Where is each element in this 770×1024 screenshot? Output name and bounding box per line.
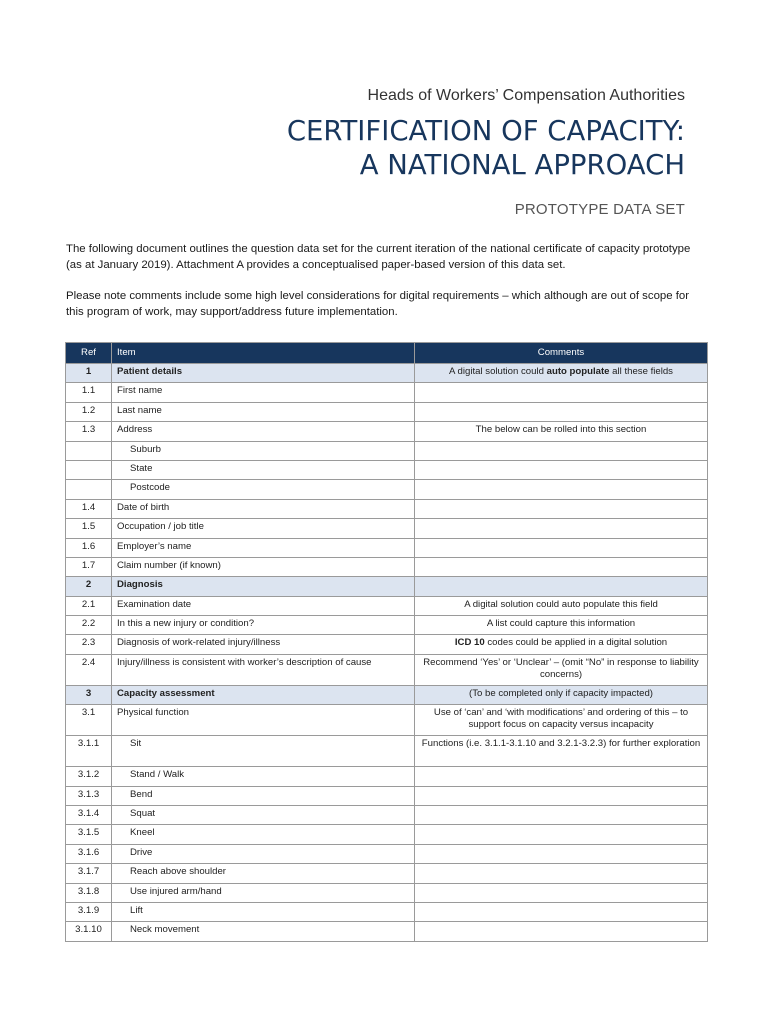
comment-cell xyxy=(415,922,708,941)
table-row xyxy=(66,596,708,615)
table-row xyxy=(66,902,708,921)
ref-cell: 2 xyxy=(66,577,112,596)
ref-cell xyxy=(66,480,112,499)
header-item: Item xyxy=(112,343,415,364)
comment-cell: Functions (i.e. 3.1.1-3.1.10 and 3.2.1-3.2.3) for further exploration xyxy=(415,736,708,767)
comment-cell xyxy=(415,460,708,479)
ref-cell: 1.2 xyxy=(66,402,112,421)
item-cell: Stand / Walk xyxy=(112,767,415,786)
item-cell: Use injured arm/hand xyxy=(112,883,415,902)
comment-cell xyxy=(415,364,708,383)
comment-cell xyxy=(415,806,708,825)
intro-paragraph-1: The following document outlines the question data set for the current iteration of the national certificate of capacity prototype (as at January 2019). Attachment A provides a conceptualised paper-based version of this data set. xyxy=(66,243,691,271)
ref-cell: 3.1.10 xyxy=(66,922,112,941)
item-cell: Kneel xyxy=(112,825,415,844)
table-row xyxy=(66,441,708,460)
item-cell: Sit xyxy=(112,736,415,767)
table-row xyxy=(66,519,708,538)
intro-paragraph-2: Please note comments include some high level considerations for digital requirements – which although are out of scope for this program of work, may support/address future implementation. xyxy=(66,290,690,318)
table-row xyxy=(66,705,708,736)
section-row xyxy=(66,685,708,704)
table-row xyxy=(66,616,708,635)
data-set-table xyxy=(65,342,708,942)
ref-cell: 3.1.3 xyxy=(66,786,112,805)
comment-cell xyxy=(415,441,708,460)
ref-cell: 1.3 xyxy=(66,422,112,441)
comment-cell xyxy=(415,480,708,499)
ref-cell xyxy=(66,460,112,479)
item-cell: First name xyxy=(112,383,415,402)
item-cell: Occupation / job title xyxy=(112,519,415,538)
item-cell: Squat xyxy=(112,806,415,825)
comment-cell xyxy=(415,786,708,805)
comment-text: all these fields xyxy=(609,366,673,377)
item-cell: Reach above shoulder xyxy=(112,864,415,883)
ref-cell: 1.4 xyxy=(66,499,112,518)
comment-cell xyxy=(415,557,708,576)
comment-cell: (To be completed only if capacity impacted) xyxy=(415,685,708,704)
table-row xyxy=(66,654,708,685)
comment-cell xyxy=(415,844,708,863)
organisation-name: Heads of Workers’ Compensation Authorities xyxy=(367,87,685,104)
comment-text: A digital solution could xyxy=(449,366,547,377)
ref-cell: 3 xyxy=(66,685,112,704)
table-row xyxy=(66,786,708,805)
ref-cell: 2.1 xyxy=(66,596,112,615)
item-cell: Bend xyxy=(112,786,415,805)
title-line-1: CERTIFICATION OF CAPACITY: xyxy=(286,115,685,147)
item-cell: Diagnosis of work-related injury/illness xyxy=(112,635,415,654)
comment-cell: Use of ‘can’ and ‘with modifications’ and ordering of this – to support focus on capacity versus incapacity xyxy=(415,705,708,736)
comment-cell xyxy=(415,519,708,538)
table-body xyxy=(66,364,708,942)
document-title xyxy=(287,114,685,182)
item-cell: Capacity assessment xyxy=(112,685,415,704)
item-cell: Address xyxy=(112,422,415,441)
header-comments: Comments xyxy=(415,343,708,364)
ref-cell: 1.1 xyxy=(66,383,112,402)
item-cell: Neck movement xyxy=(112,922,415,941)
comment-text: codes could be applied in a digital solution xyxy=(484,637,668,649)
item-cell: Drive xyxy=(112,844,415,863)
table-row xyxy=(66,806,708,825)
ref-cell xyxy=(66,441,112,460)
table-row xyxy=(66,864,708,883)
ref-cell: 3.1.8 xyxy=(66,883,112,902)
table-row xyxy=(66,557,708,576)
ref-cell: 3.1.2 xyxy=(66,767,112,786)
comment-cell: Recommend ‘Yes’ or ‘Unclear’ – (omit “No” in response to liability concerns) xyxy=(415,654,708,685)
item-cell: Physical function xyxy=(112,705,415,736)
item-cell: Injury/illness is consistent with worker’s description of cause xyxy=(112,654,415,685)
item-cell: Lift xyxy=(112,902,415,921)
section-row xyxy=(66,364,708,383)
table-row xyxy=(66,499,708,518)
ref-cell: 1.5 xyxy=(66,519,112,538)
item-cell: Examination date xyxy=(112,596,415,615)
item-cell: In this a new injury or condition? xyxy=(112,616,415,635)
table-row xyxy=(66,538,708,557)
comment-cell xyxy=(415,499,708,518)
comment-cell xyxy=(415,864,708,883)
item-cell: Diagnosis xyxy=(112,577,415,596)
item-cell: Suburb xyxy=(112,441,415,460)
comment-cell xyxy=(415,402,708,421)
ref-cell: 3.1.5 xyxy=(66,825,112,844)
comment-cell xyxy=(415,577,708,596)
item-cell: State xyxy=(112,460,415,479)
table-row xyxy=(66,736,708,767)
item-cell: Last name xyxy=(112,402,415,421)
table-row xyxy=(66,635,708,654)
item-cell: Claim number (if known) xyxy=(112,557,415,576)
item-cell: Patient details xyxy=(112,364,415,383)
comment-cell xyxy=(415,767,708,786)
ref-cell: 3.1.6 xyxy=(66,844,112,863)
ref-cell: 3.1.7 xyxy=(66,864,112,883)
ref-cell: 1.7 xyxy=(66,557,112,576)
title-line-2: A NATIONAL APPROACH xyxy=(359,149,685,181)
item-cell: Employer’s name xyxy=(112,538,415,557)
comment-cell xyxy=(415,883,708,902)
table-header-row xyxy=(66,343,708,364)
ref-cell: 2.4 xyxy=(66,654,112,685)
table-row xyxy=(66,422,708,441)
ref-cell: 3.1.4 xyxy=(66,806,112,825)
comment-emphasis: auto populate xyxy=(546,366,610,377)
section-row xyxy=(66,577,708,596)
ref-cell: 3.1 xyxy=(66,705,112,736)
table-row xyxy=(66,402,708,421)
ref-cell: 1.6 xyxy=(66,538,112,557)
comment-cell xyxy=(415,538,708,557)
table-row xyxy=(66,460,708,479)
ref-cell: 3.1.9 xyxy=(66,902,112,921)
ref-cell: 1 xyxy=(66,364,112,383)
comment-emphasis: ICD 10 xyxy=(454,637,485,649)
ref-cell: 3.1.1 xyxy=(66,736,112,767)
comment-cell: A digital solution could auto populate this field xyxy=(415,596,708,615)
table-row xyxy=(66,883,708,902)
item-cell: Postcode xyxy=(112,480,415,499)
table-row xyxy=(66,480,708,499)
comment-cell: The below can be rolled into this section xyxy=(415,422,708,441)
table-row xyxy=(66,383,708,402)
ref-cell: 2.3 xyxy=(66,635,112,654)
table-row xyxy=(66,922,708,941)
document-subtitle: PROTOTYPE DATA SET xyxy=(514,201,685,218)
ref-cell: 2.2 xyxy=(66,616,112,635)
item-cell: Date of birth xyxy=(112,499,415,518)
comment-cell xyxy=(415,383,708,402)
comment-cell xyxy=(415,902,708,921)
comment-cell: A list could capture this information xyxy=(415,616,708,635)
comment-cell xyxy=(415,635,708,654)
table-row xyxy=(66,767,708,786)
table-row xyxy=(66,825,708,844)
comment-cell xyxy=(415,825,708,844)
header-ref: Ref xyxy=(66,343,112,364)
table-row xyxy=(66,844,708,863)
